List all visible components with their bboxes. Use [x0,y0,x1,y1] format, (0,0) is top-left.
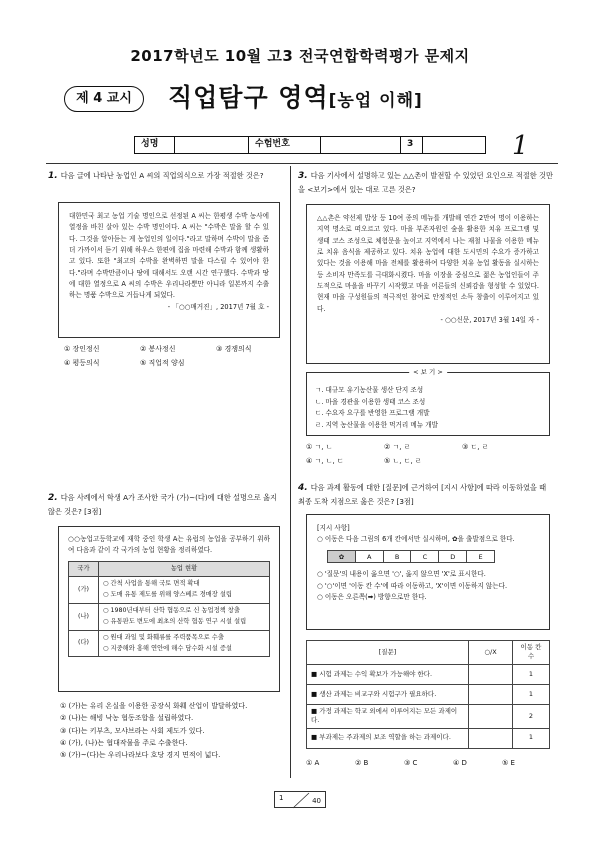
q4-row-2-question: ■ 생산 과제는 비교구와 시험구가 필요하다. [307,684,469,704]
exam-number-field-2[interactable] [423,137,485,153]
q2-stem [48,492,284,517]
name-number-bar [134,136,486,154]
q2-row-1-nation: (가) [69,577,99,604]
q3-bogi-1: ㄱ. 대규모 유기농산물 생산 단지 조성 [315,386,424,394]
q4-choices [306,758,550,768]
subject-main: 직업탐구 영역 [168,83,329,112]
q2-choice-1[interactable]: ① (가)는 유리 온실을 이용한 공장식 화훼 산업이 발달하였다. [60,702,248,710]
q2-row-3-nation: (다) [69,630,99,657]
q2-choices [60,700,286,761]
q3-choices [306,442,550,466]
q2-row-1-status [99,577,270,604]
page-number: 1 [512,131,529,161]
q3-choice-1[interactable]: ① ㄱ, ㄴ [306,443,333,451]
q3-bogi-3: ㄷ. 수요자 요구를 반영한 프로그램 개발 [315,409,430,418]
q4-grid-e: E [478,553,483,562]
q4-grid-a: A [356,551,384,562]
q2-row-3-item-1: ○ 원대 과일 및 화훼류를 주력품목으로 수출 [103,633,224,641]
q2-passage-text: ○○농업고등학교에 재학 중인 학생 A는 유럽의 농업을 공부하기 위하여 다음과 같이 각 국가의 농업 현황을 정리하였다. [68,535,270,555]
q4-row-3-mark[interactable] [469,704,513,728]
q2-th-nation: 국가 [69,561,99,577]
footer-page: 1 [279,794,284,802]
q3-choice-3[interactable]: ③ ㄷ, ㄹ [462,443,489,451]
q3-passage [306,204,550,364]
q4-grid-b: B [384,551,412,562]
q4-row-3-move: 2 [513,704,550,728]
q2-row-1-item-2: ○ 도매 유통 제도를 위해 양스베르 경매장 설립 [103,591,232,599]
table-row [307,684,550,704]
q2-row-3-item-2: ○ 지중해와 홍해 연안에 해수 담수화 시설 증설 [103,644,232,652]
q4-choice-5[interactable]: ⑤ E [502,759,515,767]
q1-passage-text: 대한민국 최고 농업 기술 명인으로 선정된 A 씨는 한평생 수박 농사에 열정을 바친 살아 있는 수박 명인이다. A 씨는 "수박은 말을 할 수 있다. 그것을 알아듣는 게 농업인의 일이다."라고 말하며 수박이 말을 좀 더 가까이서 듣기 위해 하우스 한편에 집을 마련해 수박과 함께 생활하고 있다. 또한 "최고의 수박을 완벽하면 말을 다스릴 수 있어야 한다."라며 수박만큼이나 땅에 대해서도 오랜 시간 연구했다. 수박과 땅에 대한 열정으로 A 씨의 수박은 우리나라뿐만 아니라 일본까지 수출하는 명품 수박으로 거듭나게 되었다. [69,212,269,300]
q4-row-3-question: ■ 가정 과제는 학교 외에서 이루어지는 모든 과제이다. [307,704,469,728]
q4-row-2-move: 1 [513,684,550,704]
q3-choice-2[interactable]: ② ㄱ, ㄹ [384,443,411,451]
q1-text: 다음 글에 나타난 농업인 A 씨의 직업의식으로 가장 적절한 것은? [60,171,264,180]
q4-choice-3[interactable]: ③ C [404,759,418,767]
q4-choice-4[interactable]: ④ D [453,759,467,767]
q4-rules-title: [지시 사항] [317,524,350,532]
q3-stem [298,170,554,195]
q3-bogi-2: ㄴ. 마을 경관을 이용한 생태 코스 조성 [315,397,426,406]
q4-stem [298,482,554,507]
q4-row-1-mark[interactable] [469,664,513,684]
q1-choices [64,344,288,368]
q4-grid-c: C [411,551,439,562]
q3-bogi-box [306,368,550,436]
q3-number: 3. [298,171,308,181]
exam-number-label: 수험번호 [249,137,321,153]
q3-text: 다음 기사에서 설명하고 있는 △△촌이 발전할 수 있었던 요인으로 적절한 것만을 <보기>에서 있는 대로 고른 것은? [298,171,553,194]
q2-row-1-item-1: ○ 간척 사업을 통해 국토 면적 확대 [103,580,200,588]
q4-row-4-mark[interactable] [469,728,513,748]
name-label: 성명 [135,137,175,153]
q4-rules-box [306,514,550,630]
q3-passage-text: △△촌은 약선제 밥상 등 10여 종의 메뉴를 개발해 연간 2만여 명이 이용하는 지역 명소로 떠오르고 있다. 마을 부존자원인 숲을 활용한 치유 프로그램 및 생태 코스 조성으로 체험문을 높이고 지역에서 나는 재철 나물을 이용한 메뉴로 치유 음식을 제공하고 있다. 치유 농업에 대한 도시민의 수요가 증가하고 있다는 것을 이용해 마을 전체를 활용하여 다양한 치유 농업 활동을 실시하는 등 소비자 만족도를 극대화시켰다. 마을 이장을 중심으로 젊은 농업인들이 주도적으로 마을을 바꾸기 시작했고 마을 어른들의 신뢰감을 형성할 수 있었다. 현재 마을 구성원들의 적극적인 참여로 안정적인 소득 창출이 이루어지고 있다. [317,214,539,313]
q4-rule-1: ○ 이동은 다음 그림의 6개 칸에서만 실시하며, ✿을 출발점으로 한다. [317,535,515,544]
table-row [307,728,550,748]
q2-passage [58,526,280,692]
q4-grid [327,550,495,563]
q4-number: 4. [298,483,308,493]
session-badge: 제 4 교시 [64,86,144,112]
q2-text: 다음 사례에서 학생 A가 조사한 국가 (가)~(다)에 대한 설명으로 옳지 않은 것은? [3점] [48,493,277,516]
q1-passage [58,202,280,338]
top-divider [46,163,558,164]
page-footer [274,791,326,808]
subject-title [168,80,423,116]
q2-th-status: 농업 현황 [99,561,270,577]
q2-choice-4[interactable]: ④ (가), (나)는 협대작물을 주로 수출한다. [60,738,188,747]
q1-choice-2[interactable]: ② 봉사정신 [140,345,176,353]
q4-grid-start: ✿ [328,551,356,562]
column-divider [290,166,291,778]
footer-total: 40 [312,796,321,805]
q4-choice-1[interactable]: ① A [306,759,320,767]
q4-rule-4: ○ 이동은 오른쪽(➡) 방향으로만 한다. [317,592,427,601]
q4-rule-3: ○ '○'이면 '이동 칸 수'에 따라 이동하고, 'X'이면 이동하지 않는다. [317,581,508,590]
q1-choice-5[interactable]: ⑤ 직업적 양심 [140,359,185,368]
q2-row-2-status [99,604,270,631]
q4-row-1-question: ■ 시험 과제는 수익 확보가 가능해야 한다. [307,664,469,684]
q1-choice-3[interactable]: ③ 경쟁의식 [216,345,252,353]
exam-number-field[interactable] [321,137,401,153]
q4-th-question: [질문] [307,641,469,665]
q2-choice-5[interactable]: ⑤ (가)~(다)는 우리나라보다 호당 경지 면적이 넓다. [60,751,221,759]
table-row [307,664,550,684]
q3-choice-5[interactable]: ⑤ ㄴ, ㄷ, ㄹ [384,457,422,466]
q4-th-move: 이동 칸 수 [513,641,550,665]
table-row [307,704,550,728]
q1-choice-1[interactable]: ① 장인정신 [64,345,100,353]
q3-source: - ○○신문, 2017년 3월 14일 자 - [440,315,539,324]
q4-grid-d: D [439,551,467,562]
name-field[interactable] [175,137,249,153]
q1-choice-4[interactable]: ④ 평등의식 [64,359,100,368]
exam-title: 2017학년도 10월 고3 전국연합학력평가 문제지 [130,47,470,65]
q3-choice-4[interactable]: ④ ㄱ, ㄴ, ㄷ [306,457,344,466]
exam-number-digit: 3 [401,137,423,153]
q2-choice-2[interactable]: ② (나)는 해빙 낙농 협동조합을 설립하였다. [60,714,194,723]
q4-text: 다음 과제 활동에 대한 [질문]에 근거하여 [지시 사항]에 따라 이동하였을 때 최종 도착 지점으로 옳은 것은? [3점] [298,483,547,506]
q3-bogi-title: < 보 기 > [409,367,447,378]
q4-th-mark: ○/X [469,641,513,665]
q2-row-2-item-2: ○ 유통판도 변도에 최초의 산학 협동 연구 시설 설립 [103,617,247,625]
q2-table [68,561,270,658]
q4-question-table [306,640,550,749]
q1-source: - 「○○매거진」, 2017년 7월 호 - [167,302,269,311]
q4-choice-2[interactable]: ② B [355,759,369,767]
q2-row-2-item-1: ○ 1980년대부터 산학 협동으로 신 농업정책 창출 [103,607,240,615]
q2-choice-3[interactable]: ③ (다)는 키부츠, 모샤브라는 사회 제도가 있다. [60,726,205,735]
q4-row-4-move: 1 [513,728,550,748]
q3-bogi-4: ㄹ. 지역 농산물을 이용한 먹거리 메뉴 개발 [315,420,438,429]
q4-row-1-move: 1 [513,664,550,684]
q1-stem [48,170,284,184]
q4-row-2-mark[interactable] [469,684,513,704]
q4-rule-2: ○ '질문'의 내용이 옳으면 '○', 옳지 않으면 'X'로 표시한다. [317,570,486,579]
subject-sub: [농업 이해] [328,91,423,111]
q1-number: 1. [48,171,58,181]
q2-row-3-status [99,630,270,657]
q4-row-4-question: ■ 부과제는 주과제의 보조 역할을 하는 과제이다. [307,728,469,748]
q2-number: 2. [48,493,58,503]
q2-row-2-nation: (나) [69,604,99,631]
